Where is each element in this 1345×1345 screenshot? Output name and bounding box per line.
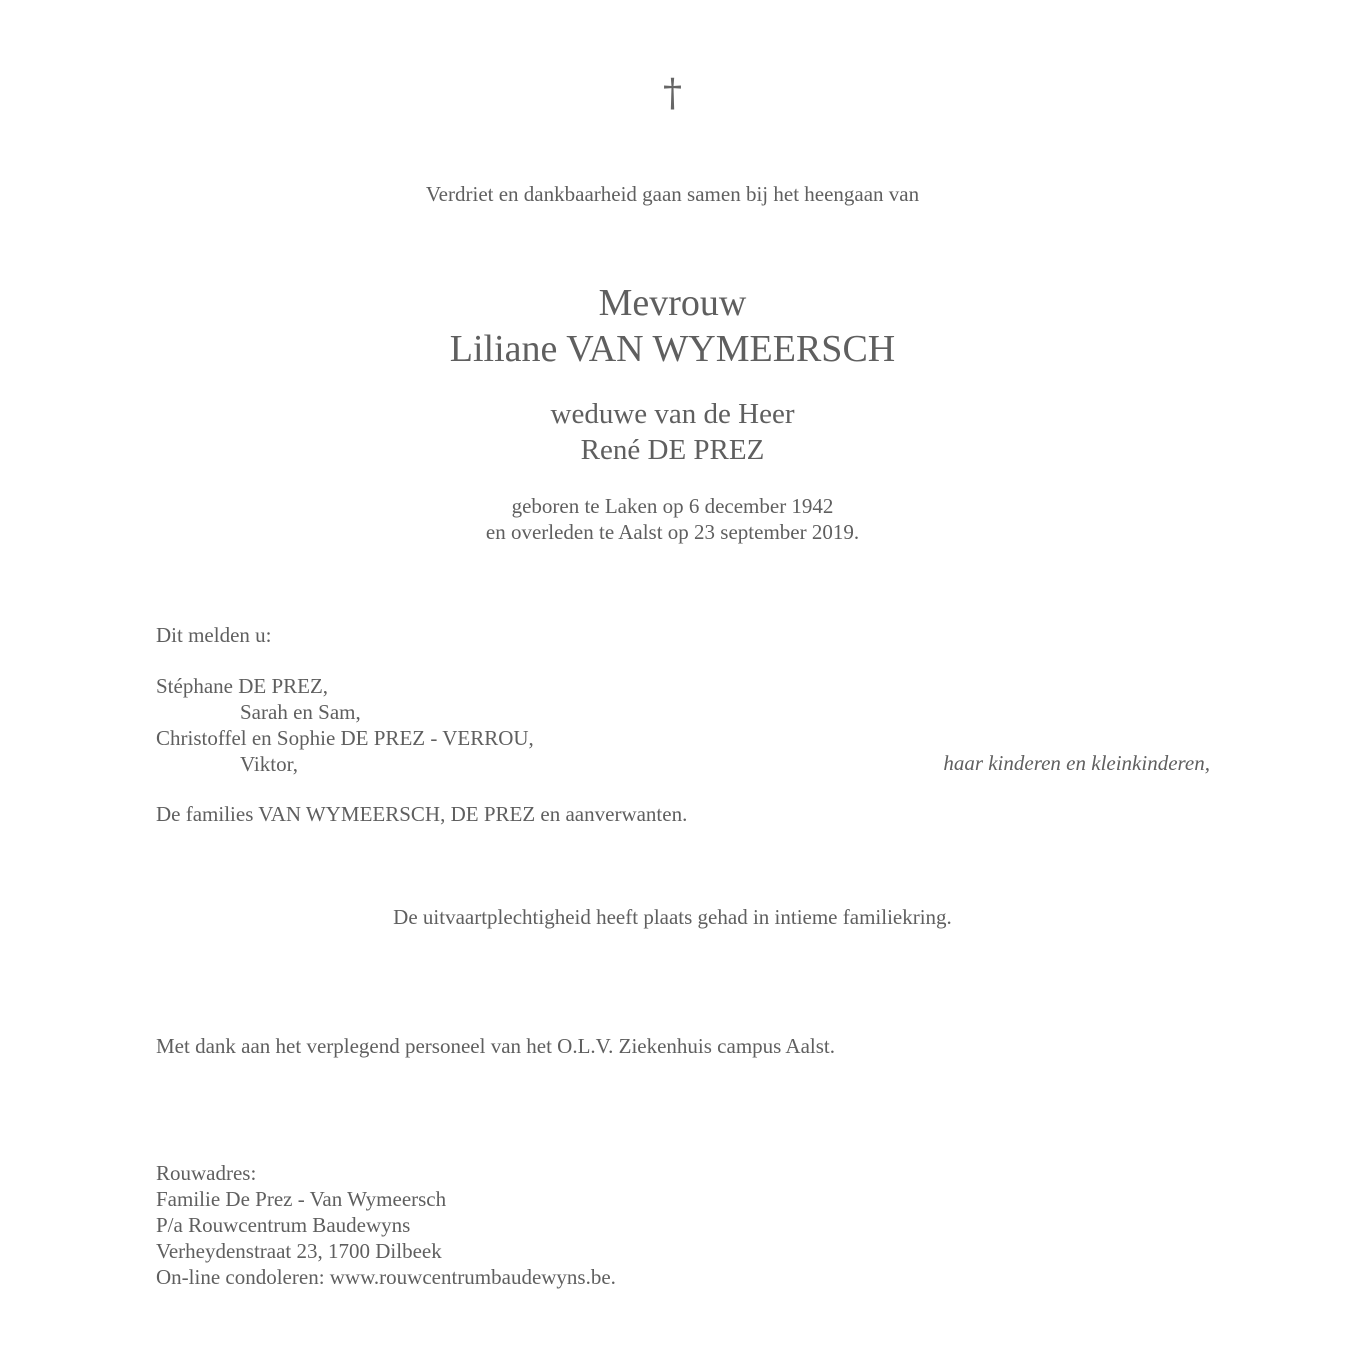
relation-note: haar kinderen en kleinkinderen, xyxy=(943,751,1210,775)
family-list xyxy=(156,673,534,777)
families-line: De families VAN WYMEERSCH, DE PREZ en aanverwanten. xyxy=(156,802,688,826)
thanks-text: Met dank aan het verplegend personeel van het O.L.V. Ziekenhuis campus Aalst. xyxy=(156,1034,836,1058)
address-line-4: On-line condoleren: www.rouwcentrumbaudewyns.be. xyxy=(156,1265,616,1289)
address-line-2: P/a Rouwcentrum Baudewyns xyxy=(156,1213,411,1237)
deceased-name: Liliane VAN WYMEERSCH xyxy=(449,328,896,370)
address-line-3: Verheydenstraat 23, 1700 Dilbeek xyxy=(156,1239,442,1263)
cross-icon: † xyxy=(663,71,682,115)
family-member: Stéphane DE PREZ, xyxy=(156,674,329,698)
address-label: Rouwadres: xyxy=(156,1161,257,1185)
deceased-salutation: Mevrouw xyxy=(598,282,747,324)
dates-block xyxy=(0,493,1345,545)
spouse-line-1: weduwe van de Heer xyxy=(550,398,795,430)
birth-date: geboren te Laken op 6 december 1942 xyxy=(511,494,834,518)
deceased-block xyxy=(0,280,1345,372)
ceremony-text: De uitvaartplechtigheid heeft plaats gehad in intieme familiekring. xyxy=(393,905,952,929)
spouse-line-2: René DE PREZ xyxy=(580,434,765,466)
death-date: en overleden te Aalst op 23 september 2019. xyxy=(485,520,860,544)
address-block xyxy=(156,1160,616,1290)
spouse-block xyxy=(0,396,1345,468)
address-line-1: Familie De Prez - Van Wymeersch xyxy=(156,1187,447,1211)
announcement-heading: Dit melden u: xyxy=(156,623,272,647)
intro-text: Verdriet en dankbaarheid gaan samen bij het heengaan van xyxy=(425,182,920,206)
family-member: Christoffel en Sophie DE PREZ - VERROU, xyxy=(156,726,534,750)
family-member: Sarah en Sam, xyxy=(240,700,361,724)
family-member: Viktor, xyxy=(240,752,298,776)
